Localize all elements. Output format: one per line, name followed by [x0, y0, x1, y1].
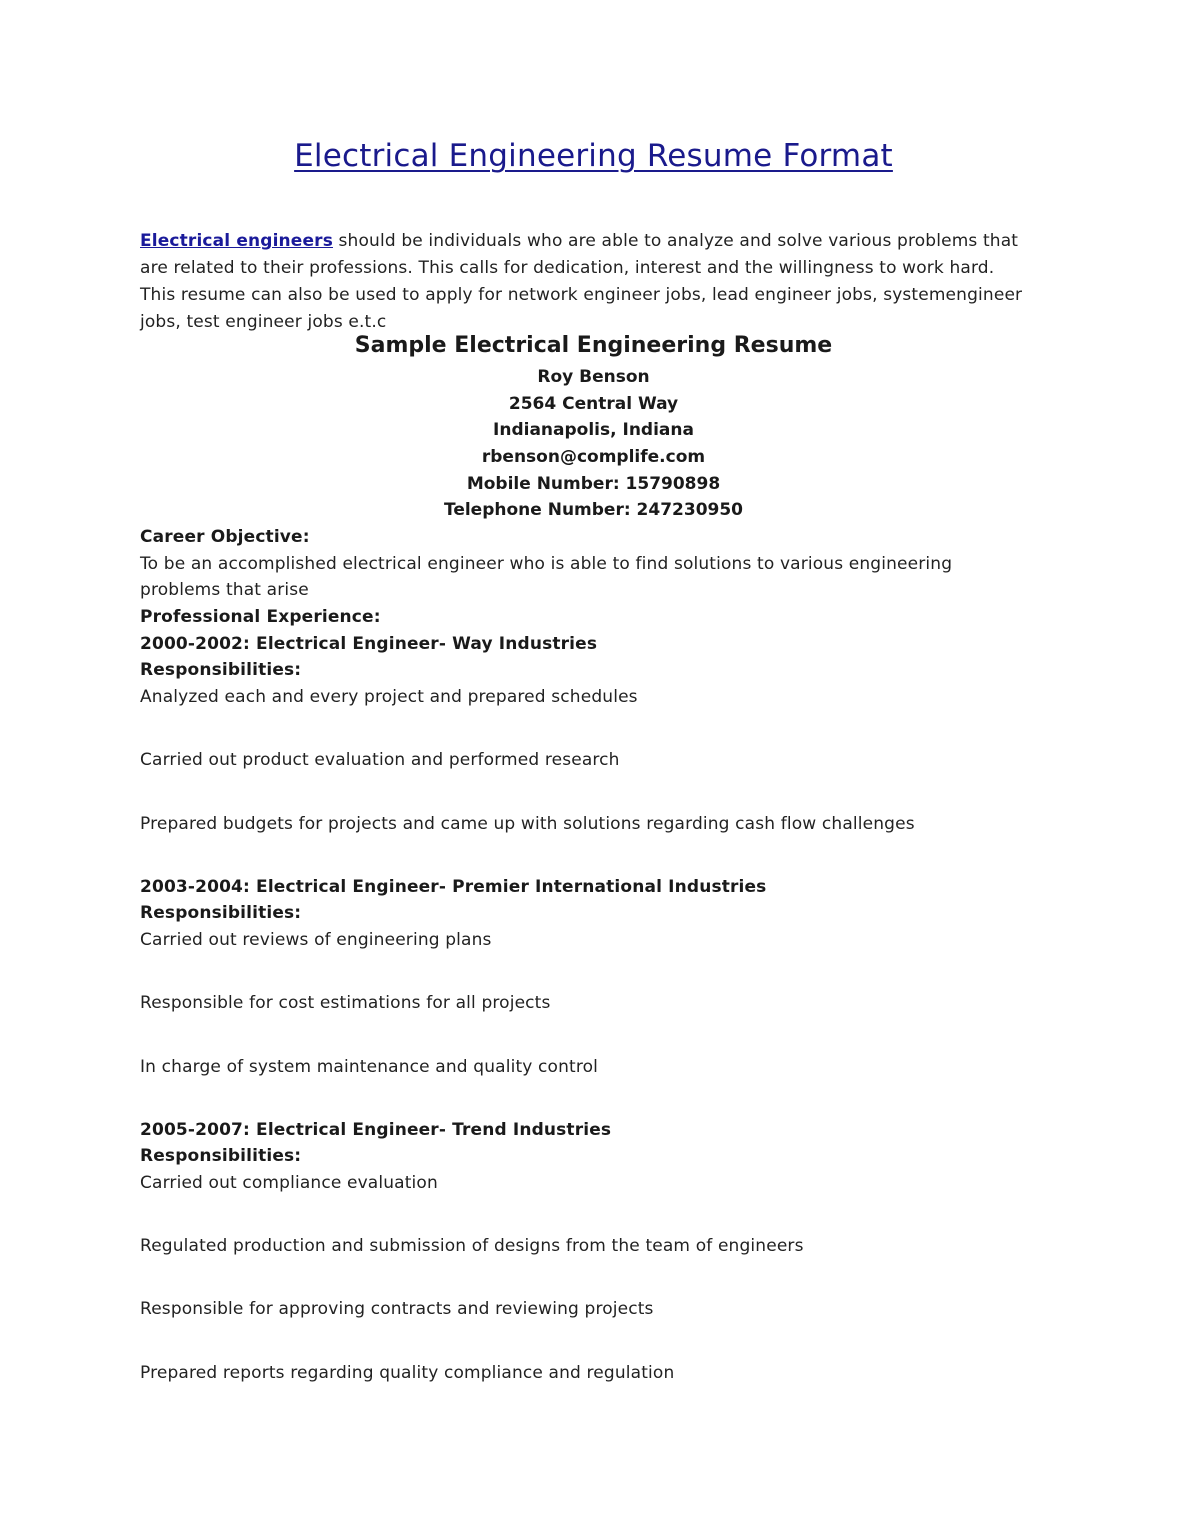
job-title: 2003-2004: Electrical Engineer- Premier International Industries — [140, 877, 767, 897]
responsibility-item: Prepared budgets for projects and came up with solutions regarding cash flow challenges — [140, 814, 915, 834]
document-title[interactable]: Electrical Engineering Resume Format — [294, 138, 893, 174]
intro-line-1-text: should be individuals who are able to analyze and solve various problems that — [332, 231, 1019, 251]
intro-line-1 — [140, 231, 1018, 251]
intro-line-4: jobs, test engineer jobs e.t.c — [140, 312, 387, 332]
responsibility-item: Regulated production and submission of designs from the team of engineers — [140, 1236, 804, 1256]
contact-city: Indianapolis, Indiana — [493, 420, 694, 440]
responsibility-item: Responsible for approving contracts and reviewing projects — [140, 1299, 654, 1319]
career-objective-line-2: problems that arise — [140, 580, 309, 600]
responsibility-item: Analyzed each and every project and prepared schedules — [140, 687, 638, 707]
contact-telephone: Telephone Number: 247230950 — [443, 500, 744, 520]
responsibility-item: Carried out product evaluation and performed research — [140, 750, 620, 770]
responsibility-item: Carried out reviews of engineering plans — [140, 930, 492, 950]
contact-name: Roy Benson — [537, 367, 650, 387]
responsibilities-heading: Responsibilities: — [140, 660, 302, 680]
responsibility-item: Prepared reports regarding quality compliance and regulation — [140, 1363, 675, 1383]
career-objective-heading: Career Objective: — [140, 527, 310, 547]
responsibilities-heading: Responsibilities: — [140, 903, 302, 923]
intro-line-3: This resume can also be used to apply for network engineer jobs, lead engineer jobs, systemengineer — [140, 285, 1023, 305]
responsibility-item: Carried out compliance evaluation — [140, 1173, 438, 1193]
contact-street: 2564 Central Way — [508, 394, 679, 414]
experience-heading: Professional Experience: — [140, 607, 381, 627]
intro-line-2: are related to their professions. This calls for dedication, interest and the willingness to work hard. — [140, 258, 995, 278]
responsibility-item: In charge of system maintenance and quality control — [140, 1057, 599, 1077]
sample-resume-heading: Sample Electrical Engineering Resume — [354, 333, 833, 358]
contact-mobile: Mobile Number: 15790898 — [466, 474, 721, 494]
career-objective-line-1: To be an accomplished electrical engineer who is able to find solutions to various engineering — [140, 554, 953, 574]
job-title: 2000-2002: Electrical Engineer- Way Industries — [140, 634, 598, 654]
responsibility-item: Responsible for cost estimations for all projects — [140, 993, 551, 1013]
contact-email: rbenson@complife.com — [481, 447, 706, 467]
electrical-engineers-link[interactable]: Electrical engineers — [140, 231, 333, 251]
responsibilities-heading: Responsibilities: — [140, 1146, 302, 1166]
job-title: 2005-2007: Electrical Engineer- Trend Industries — [140, 1120, 612, 1140]
